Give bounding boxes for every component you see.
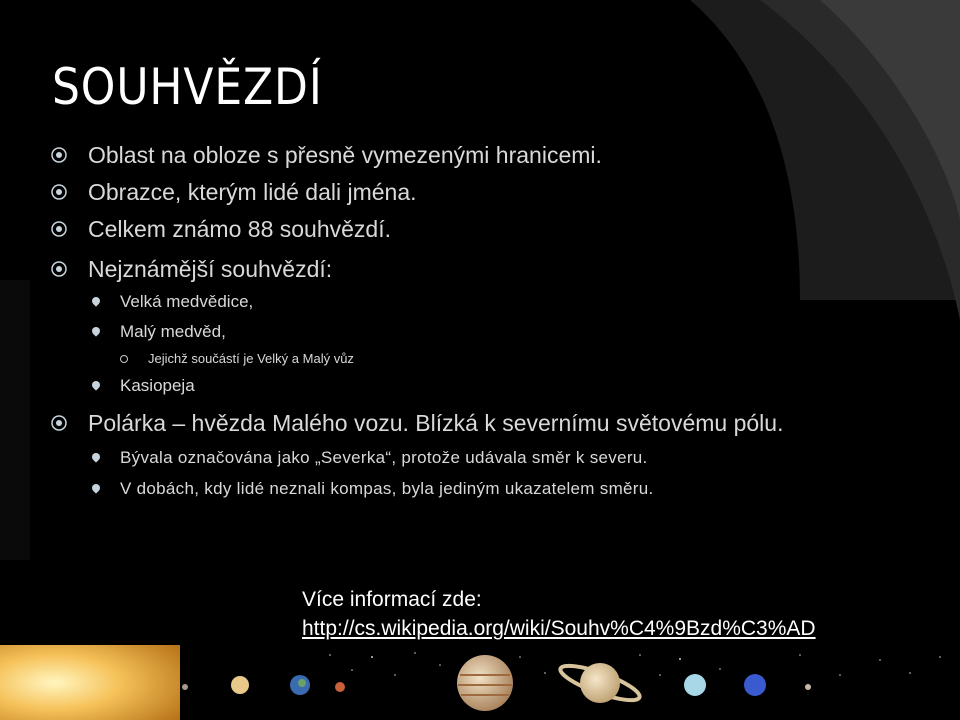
bullet-text: Obrazce, kterým lidé dali jména. (88, 179, 417, 205)
target-bullet-icon (50, 220, 68, 238)
bullet-text: Malý medvěd, (120, 322, 226, 341)
target-bullet-icon (50, 183, 68, 201)
target-bullet-icon (50, 260, 68, 278)
bullet-text: Polárka – hvězda Malého vozu. Blízká k severnímu světovému pólu. (88, 410, 784, 436)
target-bullet-icon (50, 414, 68, 432)
slide-title: SOUHVĚZDÍ (52, 58, 323, 116)
bullet-text: Oblast na obloze s přesně vymezenými hranicemi. (88, 142, 602, 168)
target-bullet-icon (50, 146, 68, 164)
bullet-text: Kasiopeja (120, 376, 195, 395)
bullet-text: Nejznámější souhvězdí: (88, 256, 333, 282)
bullet-text: Jejichž součástí je Velký a Malý vůz (148, 351, 354, 366)
wikipedia-link[interactable]: http://cs.wikipedia.org/wiki/Souhv%C4%9Bzd%C3%AD (302, 617, 816, 640)
bullet-text: Velká medvědice, (120, 292, 254, 311)
bullet-text: V dobách, kdy lidé neznali kompas, byla jediným ukazatelem směru. (120, 479, 654, 498)
circle-bullet-icon (120, 355, 128, 363)
more-info-label: Více informací zde: (302, 588, 482, 611)
bullet-text: Bývala označována jako „Severka“, protože udávala směr k severu. (120, 448, 648, 467)
solar-system-image (0, 645, 960, 720)
bullet-text: Celkem známo 88 souhvězdí. (88, 216, 391, 242)
